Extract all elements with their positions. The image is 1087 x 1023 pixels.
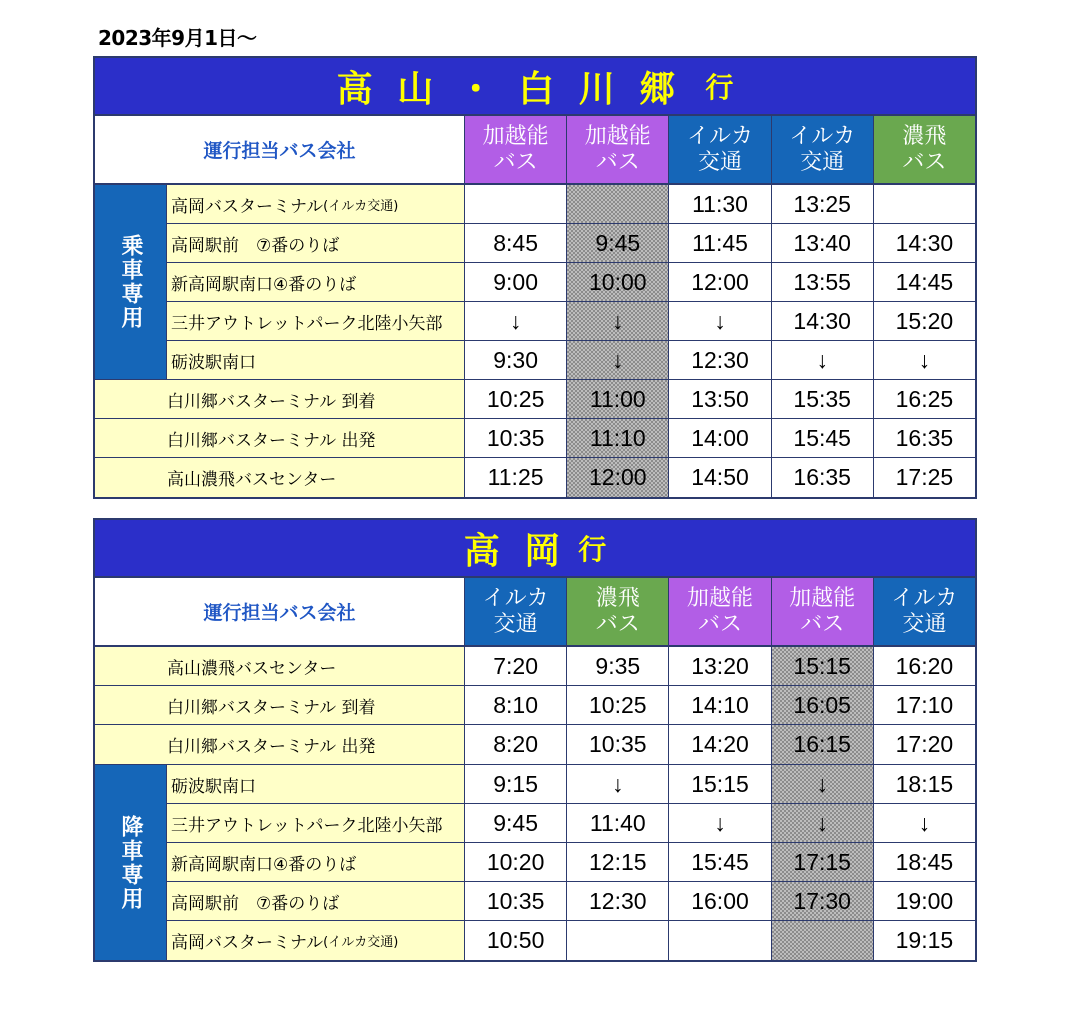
operator-label: 運行担当バス会社 [95,578,465,645]
stop-name [95,458,465,497]
stop-label: 白川郷バスターミナル 出発 [167,430,376,451]
timetable-row [167,185,975,224]
departure-time: ↓ [465,302,567,340]
title-destination: 高 岡 [463,530,567,572]
departure-time: ↓ [567,341,669,379]
stop-name [95,725,465,764]
departure-time: 14:20 [669,725,771,764]
departure-time: 11:00 [567,380,669,418]
operator-col-5: 濃飛 バス [874,116,975,183]
stop-name [167,765,465,803]
stop-label: 三井アウトレットパーク北陸小矢部 [171,815,443,836]
timetable-row [167,263,975,302]
stop-label: 白川郷バスターミナル 出発 [167,737,376,757]
departure-time: 15:20 [895,307,954,334]
stop-note: (イルカ交通) [323,935,399,950]
timetable-row [167,302,975,341]
departure-time: 9:45 [567,224,669,262]
table-title [95,58,975,116]
departure-time: ↓ [772,341,874,379]
departure-time: 17:10 [895,691,954,718]
departure-time [772,921,874,960]
stop-name [167,185,465,223]
departure-time [567,921,669,960]
boarding-only-label: 乗車専用 [95,185,167,380]
operator-header-row [95,116,975,185]
departure-time: 12:30 [669,341,771,379]
departure-time: 14:45 [895,268,954,295]
stop-label: 高岡駅前 ⑦番のりば [171,893,340,914]
departure-time: 16:35 [772,458,874,497]
departure-time: 16:15 [772,725,874,764]
departure-time: 8:45 [465,224,567,262]
departure-time: 8:10 [465,686,567,724]
departure-time: 14:00 [669,419,771,457]
departure-time: 18:15 [895,770,954,797]
operator-label: 運行担当バス会社 [95,116,465,183]
operator-col-5: イルカ 交通 [874,578,975,645]
departure-time: 13:40 [772,224,874,262]
departure-time: 11:40 [567,804,669,842]
departure-time: 17:25 [895,464,954,490]
departure-time: 9:30 [465,341,567,379]
departure-time: 17:15 [772,843,874,881]
operator-col-4: 加越能 バス [772,578,874,645]
timetable-row [95,686,975,725]
timetable-row [167,341,975,380]
departure-time: 13:20 [669,647,771,685]
departure-time: 10:20 [465,843,567,881]
departure-time: 14:30 [772,302,874,340]
stop-label: 三井アウトレットパーク北陸小矢部 [171,313,443,334]
departure-time: 12:15 [567,843,669,881]
title-suffix: 行 [578,533,607,566]
stop-name [95,419,465,457]
departure-time: ↓ [567,302,669,340]
stop-name [167,882,465,920]
departure-time: 16:00 [669,882,771,920]
stop-name [167,302,465,340]
departure-time: 9:15 [465,765,567,803]
timetable-row [167,882,975,921]
departure-time [874,185,975,223]
alighting-section [95,764,975,960]
stop-name [167,921,465,960]
departure-time: 15:15 [669,765,771,803]
stop-label: 新高岡駅南口④番のりば [171,854,357,875]
departure-time: 15:45 [772,419,874,457]
departure-time: 11:25 [465,458,567,497]
departure-time: 15:15 [772,647,874,685]
operator-col-2: 加越能 バス [567,116,669,183]
departure-time: 10:25 [567,686,669,724]
departure-time: 10:50 [465,921,567,960]
departure-time: 15:35 [772,380,874,418]
timetable-row [95,458,975,497]
title-suffix: 行 [705,71,734,104]
departure-time: 11:45 [669,224,771,262]
title-destination: 高 山 ・ 白 川 郷 [336,68,682,110]
timetable-row [95,380,975,419]
stop-name [167,804,465,842]
departure-time: 10:00 [567,263,669,301]
departure-time: 9:00 [465,263,567,301]
departure-time: 9:45 [465,804,567,842]
operator-col-3: イルカ 交通 [669,116,771,183]
timetable-row [167,765,975,804]
departure-time: 14:50 [669,458,771,497]
operator-col-1: イルカ 交通 [465,578,567,645]
departure-time: 16:20 [895,652,954,679]
boarding-section [95,185,975,380]
departure-time: ↓ [669,804,771,842]
stop-label: 高岡バスターミナル [171,933,324,953]
operator-col-3: 加越能 バス [669,578,771,645]
timetable-takaoka [93,518,977,962]
departure-time: 13:55 [772,263,874,301]
departure-time: 16:25 [895,385,954,412]
operator-col-2: 濃飛 バス [567,578,669,645]
departure-time: 13:50 [669,380,771,418]
stop-label: 白川郷バスターミナル 到着 [167,391,376,412]
departure-time: 16:05 [772,686,874,724]
departure-time: 10:25 [465,380,567,418]
departure-time: 11:10 [567,419,669,457]
departure-time: 10:35 [465,882,567,920]
stop-label: 高山濃飛バスセンター [167,658,337,679]
operator-col-1: 加越能 バス [465,116,567,183]
departure-time: 11:30 [669,185,771,223]
timetable-row [167,921,975,960]
stop-label: 高岡駅前 ⑦番のりば [171,235,340,256]
departure-time: 17:30 [772,882,874,920]
departure-time: 12:30 [567,882,669,920]
stop-name [167,341,465,379]
stop-label: 白川郷バスターミナル 到着 [167,697,376,718]
alighting-only-label: 降車専用 [95,765,167,960]
timetable-row [167,224,975,263]
stop-label: 新高岡駅南口④番のりば [171,274,357,295]
departure-time: ↓ [918,346,931,373]
timetable-row [95,725,975,764]
departure-time: ↓ [772,765,874,803]
departure-time: 14:30 [895,229,954,256]
departure-time: 19:15 [895,927,954,953]
operator-header-row [95,578,975,647]
departure-time: 13:25 [772,185,874,223]
stop-note: (イルカ交通) [323,198,399,214]
departure-time: 12:00 [567,458,669,497]
departure-time: 15:45 [669,843,771,881]
departure-time: ↓ [567,765,669,803]
departure-time: 16:35 [895,424,954,451]
departure-time: 18:45 [895,848,954,875]
departure-time [465,185,567,223]
departure-time: 10:35 [465,419,567,457]
stop-label: 高岡バスターミナル [171,196,324,217]
departure-time: 19:00 [895,887,954,914]
departure-time: 14:10 [669,686,771,724]
stop-name [167,843,465,881]
timetable-row [95,647,975,686]
timetable-row [167,843,975,882]
departure-time: 8:20 [465,725,567,764]
stop-label: 砺波駅南口 [171,776,256,797]
stop-name [167,224,465,262]
stop-label: 砺波駅南口 [171,352,256,373]
timetable-takayama-shirakawago [93,56,977,499]
table-title [95,520,975,578]
stop-name [95,380,465,418]
departure-time: 17:20 [895,731,954,757]
departure-time: ↓ [772,804,874,842]
stop-name [95,686,465,724]
stop-name [95,647,465,685]
departure-time [669,921,771,960]
departure-time: ↓ [669,302,771,340]
timetable-row [167,804,975,843]
departure-time: 9:35 [567,647,669,685]
timetable-row [95,419,975,458]
departure-time: 10:35 [567,725,669,764]
departure-time: 7:20 [465,647,567,685]
stop-label: 高山濃飛バスセンター [167,470,337,490]
departure-time [567,185,669,223]
operator-col-4: イルカ 交通 [772,116,874,183]
departure-time: 12:00 [669,263,771,301]
stop-name [167,263,465,301]
departure-time: ↓ [918,809,931,836]
effective-date: 2023年9月1日〜 [98,26,257,50]
